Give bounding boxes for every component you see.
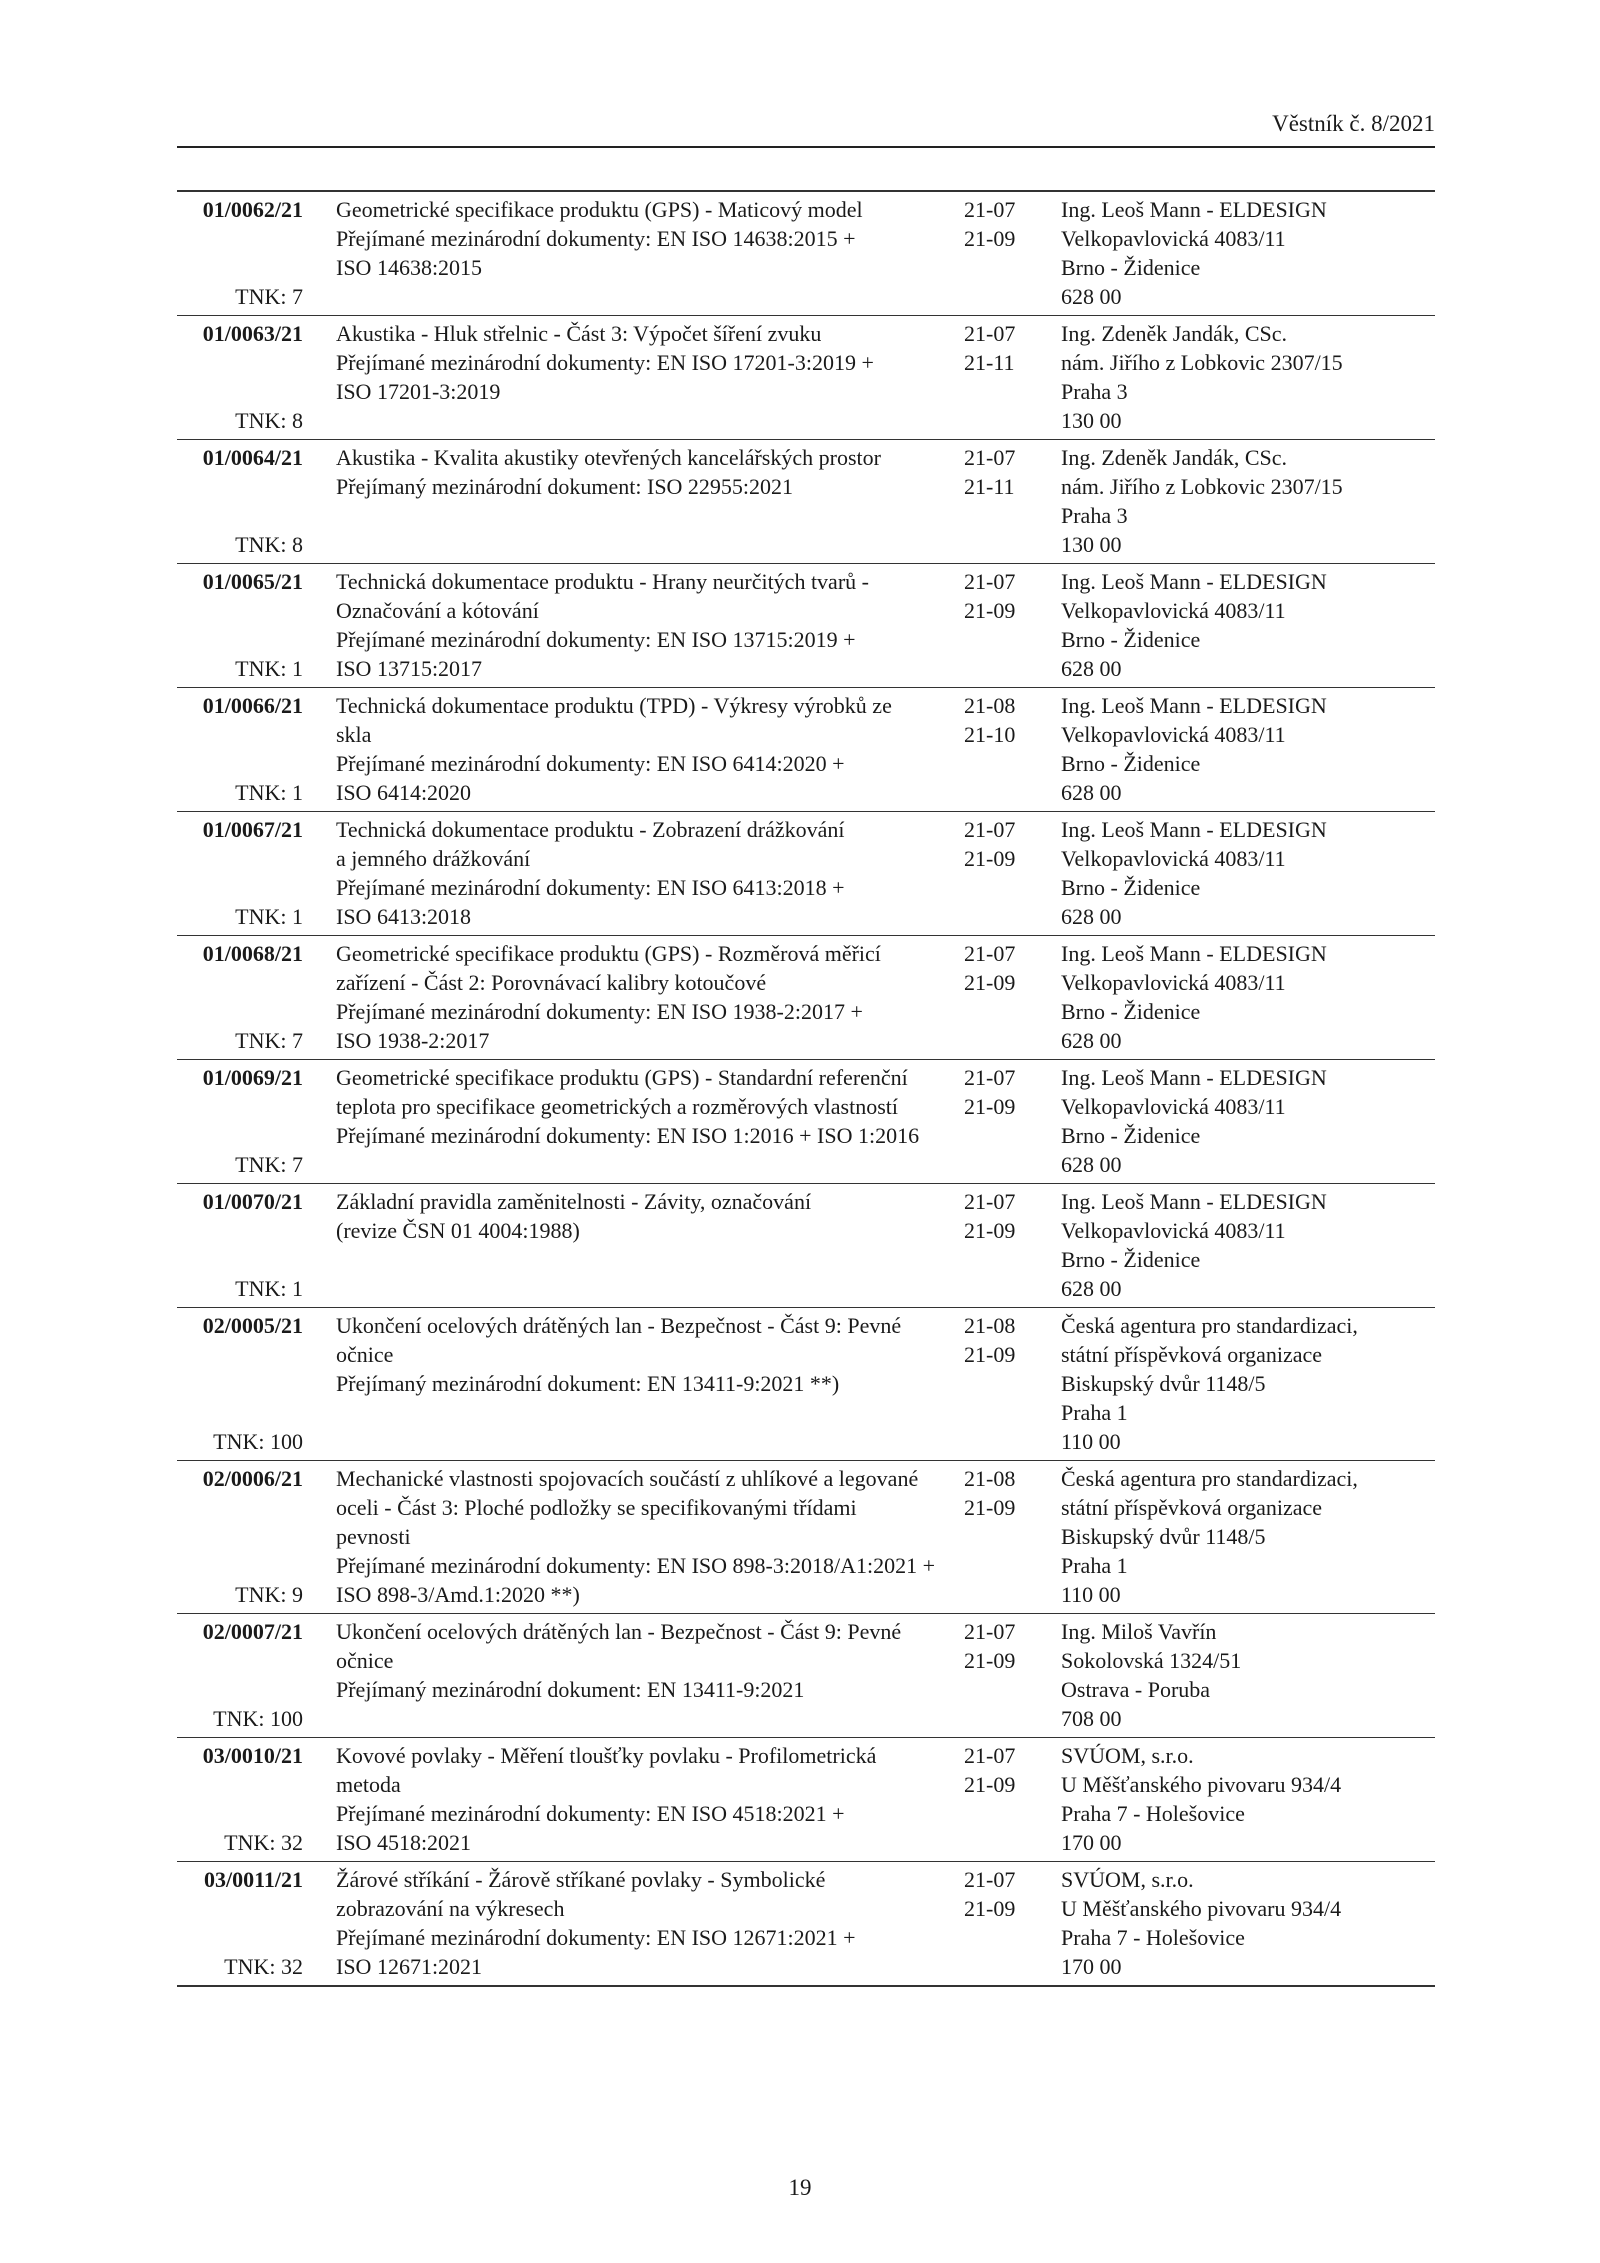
title-line: Akustika - Hluk střelnic - Část 3: Výpočet šíření zvuku <box>336 321 822 346</box>
title-line: Přejímaný mezinárodní dokument: EN 13411-9:2021 <box>336 1677 805 1702</box>
end-date: 21-10 <box>964 722 1016 747</box>
start-date: 21-07 <box>964 1867 1016 1892</box>
address-cell <box>1059 1063 1435 1179</box>
address-line: Biskupský dvůr 1148/5 <box>1061 1524 1266 1549</box>
end-date: 21-09 <box>964 1218 1016 1243</box>
title-line: Technická dokumentace produktu - Hrany neurčitých tvarů - <box>336 569 869 594</box>
address-line: Velkopavlovická 4083/11 <box>1061 598 1286 623</box>
dates-cell <box>964 1617 1059 1733</box>
address-line: Velkopavlovická 4083/11 <box>1061 226 1286 251</box>
address-line: Brno - Židenice <box>1061 875 1201 900</box>
title-line: Technická dokumentace produktu - Zobrazení drážkování <box>336 817 845 842</box>
row-identifier-cell <box>177 1311 307 1456</box>
address-line: Brno - Židenice <box>1061 751 1201 776</box>
address-line: Ing. Zdeněk Jandák, CSc. <box>1061 321 1288 346</box>
address-line: Brno - Židenice <box>1061 999 1201 1024</box>
address-line: Česká agentura pro standardizaci, <box>1061 1313 1358 1338</box>
tnk-code: TNK: 100 <box>213 1429 303 1454</box>
end-date: 21-09 <box>964 970 1016 995</box>
title-line: Přejímané mezinárodní dokumenty: EN ISO 1:2016 + ISO 1:2016 <box>336 1123 920 1148</box>
title-line: Geometrické specifikace produktu (GPS) - Standardní referenční <box>336 1065 908 1090</box>
row-identifier-cell <box>177 1063 307 1179</box>
address-line: Brno - Židenice <box>1061 627 1201 652</box>
table-row <box>177 811 1435 935</box>
dates-cell <box>964 1063 1059 1179</box>
tnk-code: TNK: 7 <box>235 1028 303 1053</box>
address-line: 110 00 <box>1061 1582 1121 1607</box>
tnk-code: TNK: 100 <box>213 1706 303 1731</box>
address-line: SVÚOM, s.r.o. <box>1061 1867 1194 1892</box>
task-number: 01/0066/21 <box>202 693 303 718</box>
address-line: Ing. Miloš Vavřín <box>1061 1619 1217 1644</box>
title-cell <box>307 567 964 683</box>
table-row <box>177 935 1435 1059</box>
title-line: oceli - Část 3: Ploché podložky se specifikovanými třídami <box>336 1495 857 1520</box>
dates-cell <box>964 1741 1059 1857</box>
title-line: zobrazování na výkresech <box>336 1896 565 1921</box>
start-date: 21-08 <box>964 1466 1016 1491</box>
title-line: Geometrické specifikace produktu (GPS) - Rozměrová měřicí <box>336 941 881 966</box>
title-line: (revize ČSN 01 4004:1988) <box>336 1218 580 1243</box>
address-line: U Měšťanského pivovaru 934/4 <box>1061 1896 1342 1921</box>
dates-cell <box>964 691 1059 807</box>
start-date: 21-07 <box>964 941 1016 966</box>
address-line: Velkopavlovická 4083/11 <box>1061 1218 1286 1243</box>
task-number: 01/0064/21 <box>202 445 303 470</box>
address-line: 628 00 <box>1061 904 1122 929</box>
task-number: 03/0011/21 <box>203 1867 303 1892</box>
title-line: Ukončení ocelových drátěných lan - Bezpečnost - Část 9: Pevné <box>336 1619 902 1644</box>
end-date: 21-09 <box>964 226 1016 251</box>
address-line: Brno - Židenice <box>1061 1247 1201 1272</box>
title-line: očnice <box>336 1342 394 1367</box>
address-line: státní příspěvková organizace <box>1061 1495 1323 1520</box>
address-cell <box>1059 1865 1435 1981</box>
address-line: Ing. Leoš Mann - ELDESIGN <box>1061 817 1327 842</box>
tnk-code: TNK: 1 <box>235 1276 303 1301</box>
address-line: 130 00 <box>1061 532 1122 557</box>
title-line: ISO 6414:2020 <box>336 780 472 805</box>
title-line: Přejímané mezinárodní dokumenty: EN ISO 14638:2015 + <box>336 226 856 251</box>
task-number: 01/0068/21 <box>202 941 303 966</box>
row-identifier-cell <box>177 567 307 683</box>
tnk-code: TNK: 9 <box>235 1582 303 1607</box>
start-date: 21-07 <box>964 197 1016 222</box>
standards-table <box>177 190 1435 1987</box>
address-line: 170 00 <box>1061 1954 1122 1979</box>
table-row <box>177 315 1435 439</box>
table-row <box>177 1613 1435 1737</box>
address-line: Velkopavlovická 4083/11 <box>1061 722 1286 747</box>
address-line: 170 00 <box>1061 1830 1122 1855</box>
task-number: 02/0005/21 <box>202 1313 303 1338</box>
title-cell <box>307 1464 964 1609</box>
dates-cell <box>964 195 1059 311</box>
address-line: státní příspěvková organizace <box>1061 1342 1323 1367</box>
title-line: ISO 12671:2021 <box>336 1954 483 1979</box>
tnk-code: TNK: 7 <box>235 284 303 309</box>
title-line: teplota pro specifikace geometrických a rozměrových vlastností <box>336 1094 899 1119</box>
address-cell <box>1059 691 1435 807</box>
address-line: Ing. Leoš Mann - ELDESIGN <box>1061 1065 1327 1090</box>
address-line: Praha 1 <box>1061 1553 1128 1578</box>
title-line: zařízení - Část 2: Porovnávací kalibry kotoučové <box>336 970 767 995</box>
title-cell <box>307 443 964 559</box>
title-cell <box>307 1311 964 1456</box>
title-line: Přejímaný mezinárodní dokument: ISO 22955:2021 <box>336 474 794 499</box>
tnk-code: TNK: 8 <box>235 532 303 557</box>
address-line: 110 00 <box>1061 1429 1121 1454</box>
table-row <box>177 192 1435 315</box>
task-number: 01/0067/21 <box>202 817 303 842</box>
title-line: Přejímané mezinárodní dokumenty: EN ISO 1938-2:2017 + <box>336 999 863 1024</box>
row-identifier-cell <box>177 1464 307 1609</box>
address-line: Ing. Zdeněk Jandák, CSc. <box>1061 445 1288 470</box>
start-date: 21-08 <box>964 693 1016 718</box>
title-line: Technická dokumentace produktu (TPD) - Výkresy výrobků ze <box>336 693 892 718</box>
title-cell <box>307 1617 964 1733</box>
row-identifier-cell <box>177 443 307 559</box>
start-date: 21-07 <box>964 1065 1016 1090</box>
title-cell <box>307 1865 964 1981</box>
task-number: 02/0006/21 <box>202 1466 303 1491</box>
tnk-code: TNK: 1 <box>235 904 303 929</box>
page-number: 19 <box>788 2175 812 2200</box>
address-line: Brno - Židenice <box>1061 255 1201 280</box>
address-cell <box>1059 815 1435 931</box>
table-row <box>177 1059 1435 1183</box>
end-date: 21-09 <box>964 1772 1016 1797</box>
title-line: Přejímané mezinárodní dokumenty: EN ISO 6413:2018 + <box>336 875 845 900</box>
title-line: očnice <box>336 1648 394 1673</box>
tnk-code: TNK: 1 <box>235 656 303 681</box>
title-line: ISO 14638:2015 <box>336 255 483 280</box>
address-line: 708 00 <box>1061 1706 1122 1731</box>
page-header: Věstník č. 8/2021 <box>177 108 1435 148</box>
address-cell <box>1059 1617 1435 1733</box>
address-cell <box>1059 567 1435 683</box>
address-line: Praha 7 - Holešovice <box>1061 1925 1245 1950</box>
end-date: 21-11 <box>964 350 1015 375</box>
tnk-code: TNK: 7 <box>235 1152 303 1177</box>
title-line: Přejímaný mezinárodní dokument: EN 13411-9:2021 **) <box>336 1371 840 1396</box>
address-line: 628 00 <box>1061 1152 1122 1177</box>
address-line: Biskupský dvůr 1148/5 <box>1061 1371 1266 1396</box>
start-date: 21-07 <box>964 321 1016 346</box>
row-identifier-cell <box>177 195 307 311</box>
address-cell <box>1059 1311 1435 1456</box>
title-line: Označování a kótování <box>336 598 539 623</box>
table-row <box>177 563 1435 687</box>
row-identifier-cell <box>177 1741 307 1857</box>
task-number: 03/0010/21 <box>202 1743 303 1768</box>
start-date: 21-07 <box>964 569 1016 594</box>
address-line: 628 00 <box>1061 284 1122 309</box>
table-row <box>177 1737 1435 1861</box>
address-line: Praha 1 <box>1061 1400 1128 1425</box>
dates-cell <box>964 939 1059 1055</box>
dates-cell <box>964 1464 1059 1609</box>
address-line: Ing. Leoš Mann - ELDESIGN <box>1061 693 1327 718</box>
address-cell <box>1059 1187 1435 1303</box>
address-line: Ing. Leoš Mann - ELDESIGN <box>1061 941 1327 966</box>
address-line: Česká agentura pro standardizaci, <box>1061 1466 1358 1491</box>
task-number: 01/0062/21 <box>202 197 303 222</box>
tnk-code: TNK: 1 <box>235 780 303 805</box>
title-line: ISO 6413:2018 <box>336 904 472 929</box>
row-identifier-cell <box>177 319 307 435</box>
address-line: 628 00 <box>1061 780 1122 805</box>
address-line: Praha 3 <box>1061 503 1128 528</box>
table-row <box>177 687 1435 811</box>
address-line: 628 00 <box>1061 1028 1122 1053</box>
end-date: 21-09 <box>964 846 1016 871</box>
tnk-code: TNK: 32 <box>224 1830 303 1855</box>
title-line: Ukončení ocelových drátěných lan - Bezpečnost - Část 9: Pevné <box>336 1313 902 1338</box>
task-number: 02/0007/21 <box>202 1619 303 1644</box>
end-date: 21-09 <box>964 598 1016 623</box>
address-cell <box>1059 1464 1435 1609</box>
table-row <box>177 1183 1435 1307</box>
row-identifier-cell <box>177 1865 307 1981</box>
address-line: Velkopavlovická 4083/11 <box>1061 970 1286 995</box>
address-line: Ing. Leoš Mann - ELDESIGN <box>1061 197 1327 222</box>
start-date: 21-07 <box>964 817 1016 842</box>
task-number: 01/0069/21 <box>202 1065 303 1090</box>
title-line: ISO 898-3/Amd.1:2020 **) <box>336 1582 580 1607</box>
tnk-code: TNK: 8 <box>235 408 303 433</box>
title-line: Základní pravidla zaměnitelnosti - Závity, označování <box>336 1189 812 1214</box>
address-cell <box>1059 939 1435 1055</box>
row-identifier-cell <box>177 1187 307 1303</box>
start-date: 21-08 <box>964 1313 1016 1338</box>
title-cell <box>307 1063 964 1179</box>
title-cell <box>307 815 964 931</box>
end-date: 21-09 <box>964 1094 1016 1119</box>
title-cell <box>307 1187 964 1303</box>
title-line: Přejímané mezinárodní dokumenty: EN ISO 6414:2020 + <box>336 751 845 776</box>
title-cell <box>307 691 964 807</box>
title-line: ISO 17201-3:2019 <box>336 379 501 404</box>
row-identifier-cell <box>177 815 307 931</box>
address-line: 628 00 <box>1061 656 1122 681</box>
dates-cell <box>964 443 1059 559</box>
end-date: 21-09 <box>964 1648 1016 1673</box>
end-date: 21-09 <box>964 1896 1016 1921</box>
title-cell <box>307 319 964 435</box>
address-line: Velkopavlovická 4083/11 <box>1061 1094 1286 1119</box>
address-line: 628 00 <box>1061 1276 1122 1301</box>
title-line: skla <box>336 722 372 747</box>
address-line: Ostrava - Poruba <box>1061 1677 1211 1702</box>
address-line: Praha 3 <box>1061 379 1128 404</box>
address-line: Velkopavlovická 4083/11 <box>1061 846 1286 871</box>
address-cell <box>1059 195 1435 311</box>
task-number: 01/0063/21 <box>202 321 303 346</box>
title-line: ISO 13715:2017 <box>336 656 483 681</box>
end-date: 21-09 <box>964 1342 1016 1367</box>
dates-cell <box>964 1311 1059 1456</box>
title-line: Přejímané mezinárodní dokumenty: EN ISO 898-3:2018/A1:2021 + <box>336 1553 935 1578</box>
dates-cell <box>964 1865 1059 1981</box>
title-line: Žárové stříkání - Žárově stříkané povlaky - Symbolické <box>336 1867 826 1892</box>
dates-cell <box>964 319 1059 435</box>
task-number: 01/0065/21 <box>202 569 303 594</box>
address-cell <box>1059 443 1435 559</box>
address-line: SVÚOM, s.r.o. <box>1061 1743 1194 1768</box>
dates-cell <box>964 567 1059 683</box>
tnk-code: TNK: 32 <box>224 1954 303 1979</box>
title-line: ISO 1938-2:2017 <box>336 1028 490 1053</box>
title-cell <box>307 195 964 311</box>
end-date: 21-11 <box>964 474 1015 499</box>
start-date: 21-07 <box>964 1619 1016 1644</box>
title-line: Přejímané mezinárodní dokumenty: EN ISO 13715:2019 + <box>336 627 856 652</box>
start-date: 21-07 <box>964 1189 1016 1214</box>
title-line: Kovové povlaky - Měření tloušťky povlaku - Profilometrická <box>336 1743 877 1768</box>
address-line: Brno - Židenice <box>1061 1123 1201 1148</box>
task-number: 01/0070/21 <box>202 1189 303 1214</box>
title-line: Mechanické vlastnosti spojovacích součástí z uhlíkové a legované <box>336 1466 919 1491</box>
address-line: Sokolovská 1324/51 <box>1061 1648 1242 1673</box>
title-line: pevnosti <box>336 1524 411 1549</box>
address-cell <box>1059 319 1435 435</box>
end-date: 21-09 <box>964 1495 1016 1520</box>
address-line: Ing. Leoš Mann - ELDESIGN <box>1061 569 1327 594</box>
address-line: nám. Jiřího z Lobkovic 2307/15 <box>1061 350 1343 375</box>
title-line: metoda <box>336 1772 401 1797</box>
start-date: 21-07 <box>964 445 1016 470</box>
title-line: Akustika - Kvalita akustiky otevřených kancelářských prostor <box>336 445 881 470</box>
table-row <box>177 1460 1435 1613</box>
address-cell <box>1059 1741 1435 1857</box>
title-line: a jemného drážkování <box>336 846 531 871</box>
row-identifier-cell <box>177 939 307 1055</box>
address-line: U Měšťanského pivovaru 934/4 <box>1061 1772 1342 1797</box>
dates-cell <box>964 815 1059 931</box>
table-row <box>177 1307 1435 1460</box>
address-line: nám. Jiřího z Lobkovic 2307/15 <box>1061 474 1343 499</box>
table-row <box>177 439 1435 563</box>
title-line: Přejímané mezinárodní dokumenty: EN ISO 12671:2021 + <box>336 1925 856 1950</box>
title-cell <box>307 939 964 1055</box>
title-cell <box>307 1741 964 1857</box>
address-line: Praha 7 - Holešovice <box>1061 1801 1245 1826</box>
start-date: 21-07 <box>964 1743 1016 1768</box>
row-identifier-cell <box>177 691 307 807</box>
address-line: 130 00 <box>1061 408 1122 433</box>
title-line: ISO 4518:2021 <box>336 1830 472 1855</box>
address-line: Ing. Leoš Mann - ELDESIGN <box>1061 1189 1327 1214</box>
title-line: Geometrické specifikace produktu (GPS) - Maticový model <box>336 197 863 222</box>
title-line: Přejímané mezinárodní dokumenty: EN ISO 4518:2021 + <box>336 1801 845 1826</box>
dates-cell <box>964 1187 1059 1303</box>
row-identifier-cell <box>177 1617 307 1733</box>
table-row <box>177 1861 1435 1985</box>
title-line: Přejímané mezinárodní dokumenty: EN ISO 17201-3:2019 + <box>336 350 874 375</box>
